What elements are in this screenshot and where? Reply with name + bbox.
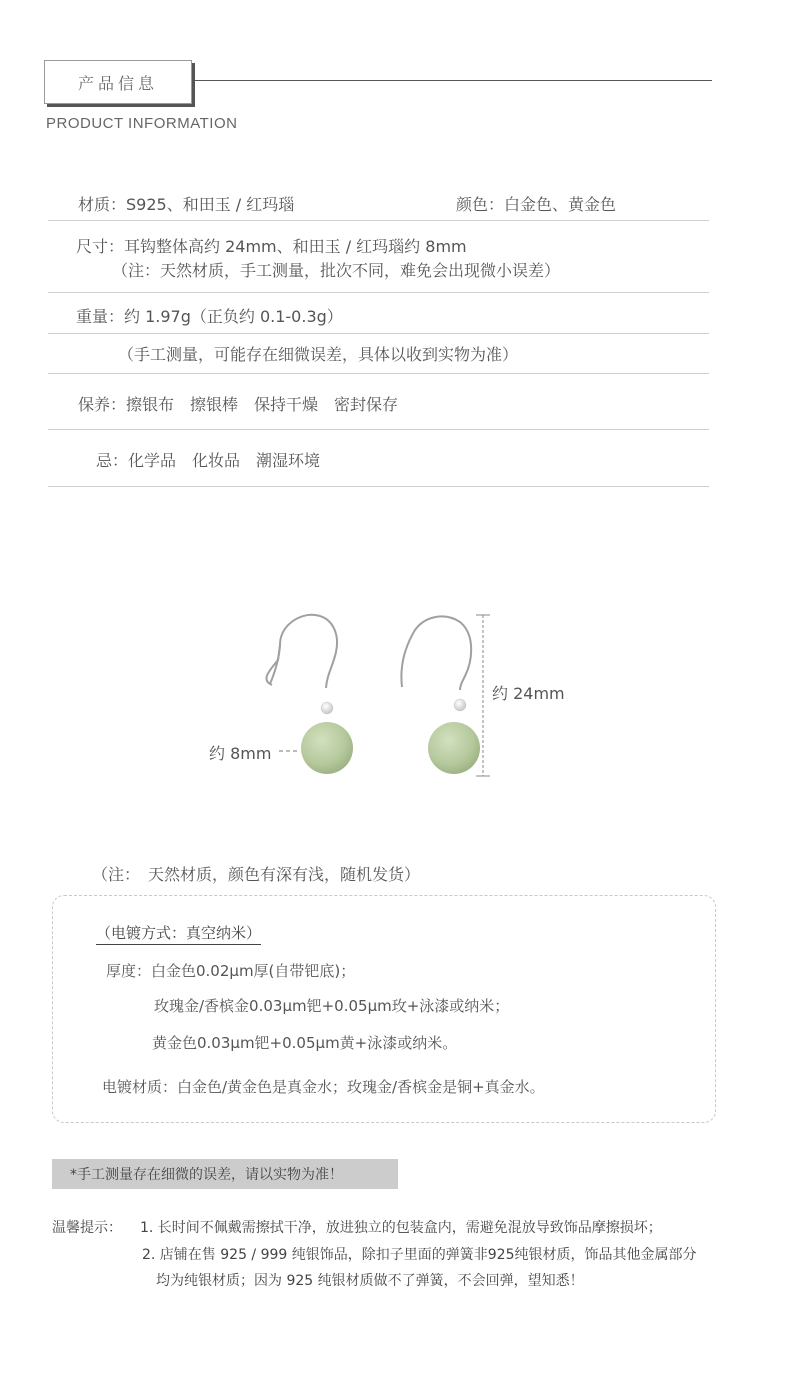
spec-material: 材质：S925、和田玉 / 红玛瑙 — [78, 195, 295, 214]
plating-thickness: 厚度：白金色0.02μm厚(自带钯底)； — [106, 962, 356, 980]
spec-weight: 重量：约 1.97g（正负约 0.1-0.3g） — [76, 307, 343, 326]
plating-rose-gold: 玫瑰金/香槟金0.03μm钯+0.05μm玫+泳漆或纳米； — [154, 997, 510, 1015]
tip-item-1: 1. 长时间不佩戴需擦拭干净，放进独立的包装盒内，需避免混放导致饰品摩擦损坏； — [140, 1220, 662, 1236]
bead-dimension-label: 约 8mm — [209, 744, 272, 763]
measurement-disclaimer: *手工测量存在细微的误差，请以实物为准！ — [70, 1167, 343, 1183]
plating-method-title: （电镀方式：真空纳米） — [96, 922, 261, 945]
spec-weight-note: （手工测量，可能存在细微误差，具体以收到实物为准） — [118, 345, 519, 364]
spec-care: 保养：擦银布 擦银棒 保持干燥 密封保存 — [78, 395, 399, 414]
row-divider — [48, 220, 709, 221]
tips-label: 温馨提示： — [52, 1220, 122, 1236]
spec-size: 尺寸：耳钩整体高约 24mm、和田玉 / 红玛瑙约 8mm — [76, 237, 467, 256]
row-divider — [48, 486, 709, 487]
height-dimension-label: 约 24mm — [492, 684, 565, 703]
tip-item-2-continued: 均为纯银材质；因为 925 纯银材质做不了弹簧，不会回弹，望知悉！ — [156, 1273, 584, 1289]
section-title-box — [44, 60, 192, 104]
plating-material: 电镀材质：白金色/黄金色是真金水；玫瑰金/香槟金是铜+真金水。 — [102, 1078, 545, 1096]
spec-size-note: （注：天然材质，手工测量，批次不同，难免会出现微小误差） — [112, 261, 561, 280]
row-divider — [48, 373, 709, 374]
plating-yellow-gold: 黄金色0.03μm钯+0.05μm黄+泳漆或纳米。 — [152, 1034, 458, 1052]
row-divider — [48, 333, 709, 334]
section-subtitle: PRODUCT INFORMATION — [46, 115, 238, 132]
spec-color: 颜色：白金色、黄金色 — [456, 195, 617, 214]
spec-avoid: 忌：化学品 化妆品 潮湿环境 — [96, 451, 321, 470]
title-divider — [192, 80, 712, 81]
tip-item-2: 2. 店铺在售 925 / 999 纯银饰品，除扣子里面的弹簧非925纯银材质，饰品其他金属部分 — [142, 1247, 697, 1263]
measurement-disclaimer-banner — [52, 1159, 398, 1189]
section-title: 产品信息 — [77, 73, 158, 93]
row-divider — [48, 429, 709, 430]
row-divider — [48, 292, 709, 293]
color-variation-note: （注： 天然材质，颜色有深有浅，随机发货） — [92, 865, 421, 884]
